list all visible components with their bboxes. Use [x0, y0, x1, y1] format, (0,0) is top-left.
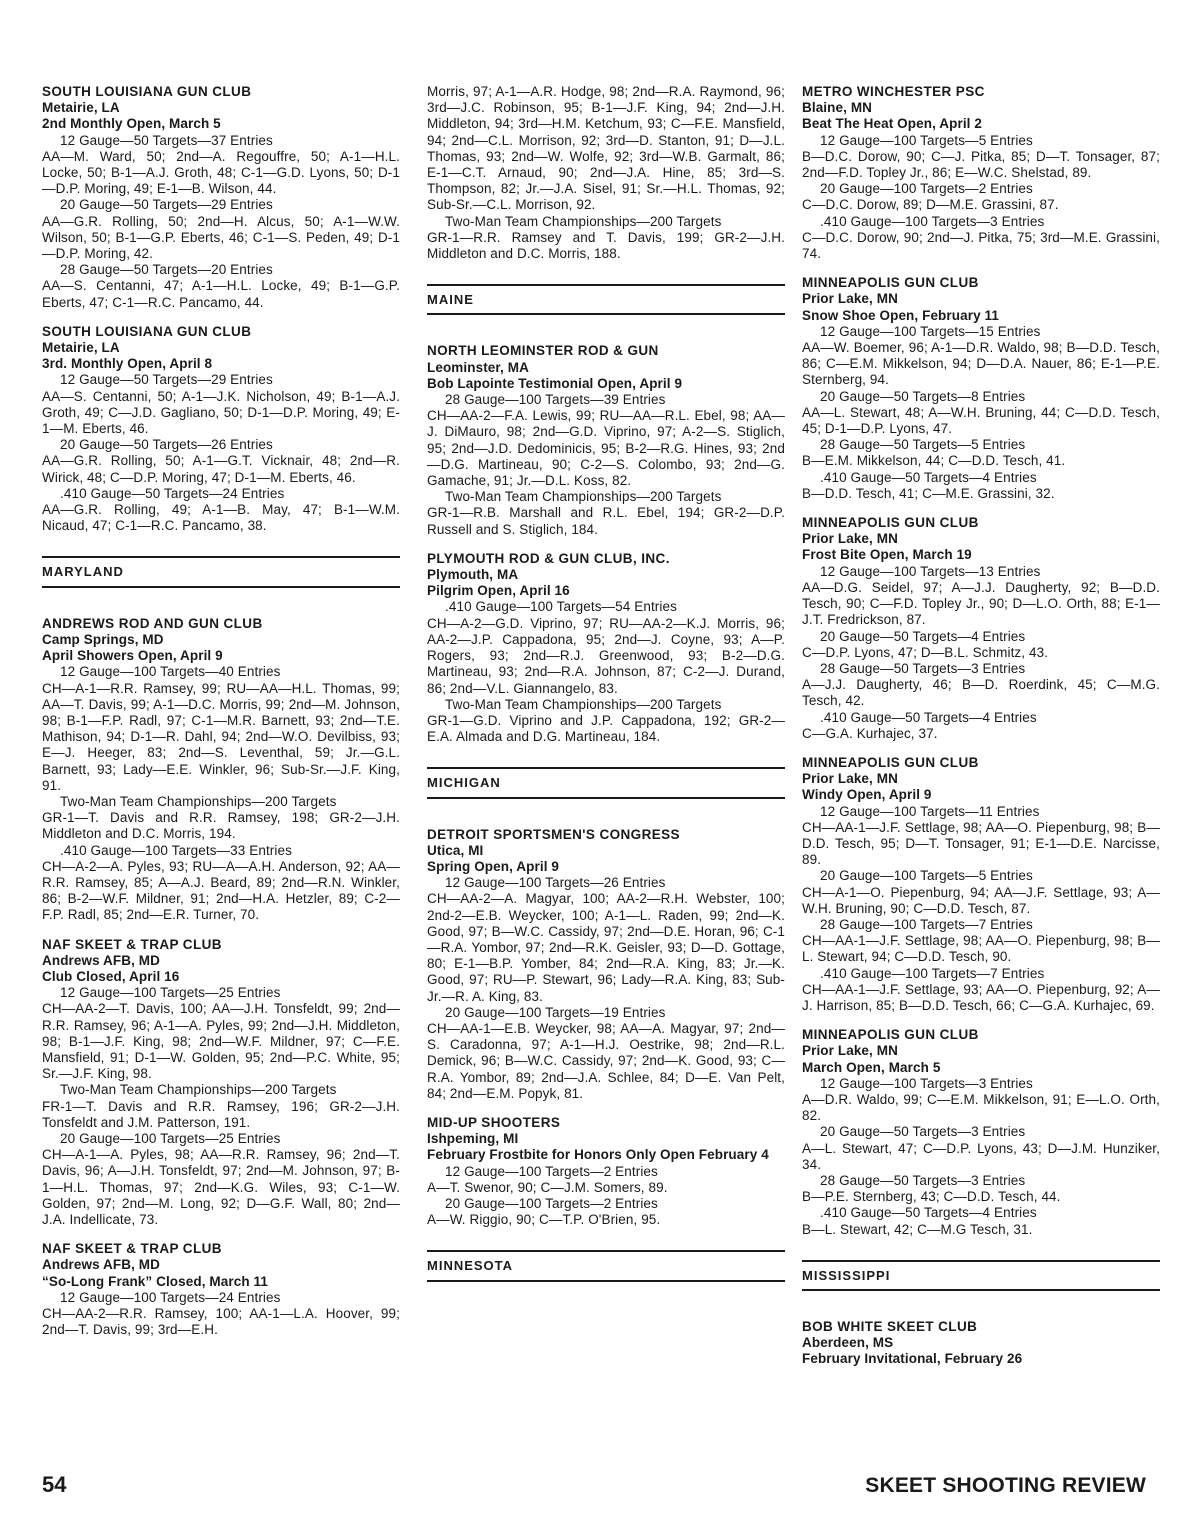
- event-title: 3rd. Monthly Open, April 8: [42, 356, 213, 372]
- results-text: C—D.C. Dorow, 90; 2nd—J. Pitka, 75; 3rd—M.E. Grassini, 74.: [802, 229, 1160, 262]
- results-text: CH—AA-1—E.B. Weycker, 98; AA—A. Magyar, 97; 2nd—S. Caradonna, 97; A-1—H.J. Oestrike, 98; 2nd—R.L. Demick, 96; B—W.C. Cassidy, 97; 2nd—K. Good, 93; C—R.A. Yombor, 89; 2nd—J.A. Schlee, 84; D—E. Van Pelt, 84; 2nd—E.M. Popyk, 81.: [427, 1020, 785, 1101]
- club-location: Blaine, MN: [802, 100, 873, 116]
- event-division: 12 Gauge—100 Targets—25 Entries: [60, 985, 281, 1001]
- results-text: A—L. Stewart, 47; C—D.P. Lyons, 43; D—J.M. Hunziker, 34.: [802, 1140, 1160, 1172]
- results-text: GR-1—T. Davis and R.R. Ramsey, 198; GR-2—J.H. Middleton and D.C. Morris, 194.: [42, 810, 400, 842]
- club-results: [802, 275, 1160, 502]
- event-title: “So-Long Frank” Closed, March 11: [42, 1273, 268, 1289]
- event-division: 20 Gauge—50 Targets—3 Entries: [820, 1124, 1026, 1140]
- event-division: 12 Gauge—100 Targets—24 Entries: [60, 1289, 281, 1305]
- results-text: B—D.C. Dorow, 90; C—J. Pitka, 85; D—T. Tonsager, 87; 2nd—F.D. Topley Jr., 86; E—W.C. Shelstad, 89.: [802, 148, 1160, 181]
- event-title: Snow Shoe Open, February 11: [802, 307, 999, 323]
- club-location: Andrews AFB, MD: [42, 1257, 161, 1273]
- event-division: 12 Gauge—100 Targets—13 Entries: [820, 563, 1041, 579]
- club-title: MID-UP SHOOTERS: [427, 1114, 561, 1130]
- results-text: A—T. Swenor, 90; C—J.M. Somers, 89.: [427, 1179, 668, 1195]
- event-division: 20 Gauge—50 Targets—26 Entries: [60, 437, 273, 453]
- results-text: B—L. Stewart, 42; C—M.G Tesch, 31.: [802, 1221, 1033, 1237]
- event-division: Two-Man Team Championships—200 Targets: [445, 213, 722, 229]
- event-title: Club Closed, April 16: [42, 968, 180, 984]
- column-2: [427, 84, 785, 1310]
- club-location: Leominster, MA: [427, 359, 529, 375]
- club-title: DETROIT SPORTSMEN'S CONGRESS: [427, 826, 680, 842]
- results-text: CH—AA-1—J.F. Settlage, 93; AA—O. Piepenburg, 92; A—J. Harrison, 85; B—D.D. Tesch, 66; C—G.A. Kurhajec, 69.: [802, 981, 1160, 1013]
- event-division: 12 Gauge—100 Targets—15 Entries: [820, 323, 1041, 339]
- state-header: MAINE: [427, 284, 785, 315]
- results-text: A—J.J. Daugherty, 46; B—D. Roerdink, 45; C—M.G. Tesch, 42.: [802, 677, 1160, 709]
- results-text: B—D.D. Tesch, 41; C—M.E. Grassini, 32.: [802, 485, 1055, 501]
- event-title: Frost Bite Open, March 19: [802, 547, 972, 563]
- club-title: MINNEAPOLIS GUN CLUB: [802, 515, 979, 531]
- club-title: MINNEAPOLIS GUN CLUB: [802, 754, 979, 770]
- results-text: AA—G.R. Rolling, 49; A-1—B. May, 47; B-1—W.M. Nicaud, 47; C-1—R.C. Pancamo, 38.: [42, 502, 400, 534]
- event-title: February Frostbite for Honors Only Open February 4: [427, 1147, 769, 1163]
- event-division: .410 Gauge—50 Targets—4 Entries: [820, 469, 1037, 485]
- results-text: A—D.R. Waldo, 99; C—E.M. Mikkelson, 91; E—L.O. Orth, 82.: [802, 1091, 1160, 1124]
- club-results: [42, 84, 400, 311]
- event-division: 28 Gauge—50 Targets—3 Entries: [820, 1173, 1026, 1188]
- event-division: 20 Gauge—100 Targets—25 Entries: [60, 1130, 281, 1146]
- club-results: [427, 827, 785, 1102]
- event-division: 12 Gauge—100 Targets—3 Entries: [820, 1075, 1033, 1091]
- results-text: CH—AA-1—J.F. Settlage, 98; AA—O. Piepenburg, 98; B—L. Stewart, 94; C—D.D. Tesch, 90.: [802, 933, 1160, 965]
- event-division: Two-Man Team Championships—200 Targets: [60, 1082, 337, 1098]
- results-text: GR-1—R.B. Marshall and R.L. Ebel, 194; GR-2—D.P. Russell and S. Stiglich, 184.: [427, 505, 785, 537]
- results-text: CH—AA-2—A. Magyar, 100; AA-2—R.H. Webster, 100; 2nd-2—E.B. Weycker, 100; A-1—L. Raden, 99; 2nd—K. Good, 97; B—W.C. Cassidy, 97; 2nd—D.E. Horan, 96; C-1—R.A. Yombor, 97; 2nd—R.K. Geisler, 93; D—D. Gottage, 80; E-1—B.P. Yomber, 84; 2nd—R.A. King, 83; Jr.—K. Good, 97; RU—P. Stewart, 96; Lady—R.A. King, 83; Sub-Jr.—R. A. King, 83.: [427, 891, 785, 1004]
- results-text: FR-1—T. Davis and R.R. Ramsey, 196; GR-2—J.H. Tonsfeldt and J.M. Patterson, 191.: [42, 1098, 400, 1130]
- results-text: CH—AA-2—T. Davis, 100; AA—J.H. Tonsfeldt, 99; 2nd—R.R. Ramsey, 96; A-1—A. Pyles, 99; 2nd—J.H. Middleton, 98; B-1—J.F. King, 98; 2nd—W.F. Mildner, 97; C—F.E. Mansfield, 91; D-1—W. Golden, 95; 2nd—P.C. White, 95; Sr.—J.F. King, 98.: [42, 1001, 400, 1082]
- event-division: Two-Man Team Championships—200 Targets: [445, 696, 722, 712]
- results-text: GR-1—G.D. Viprino and J.P. Cappadona, 192; GR-2—E.A. Almada and D.G. Martineau, 184.: [427, 712, 785, 745]
- event-division: .410 Gauge—100 Targets—3 Entries: [820, 213, 1045, 229]
- results-text: CH—A-1—O. Piepenburg, 94; AA—J.F. Settlage, 93; A—W.H. Bruning, 90; C—D.D. Tesch, 87.: [802, 884, 1160, 916]
- event-division: 20 Gauge—100 Targets—2 Entries: [445, 1195, 658, 1211]
- club-title: NAF SKEET & TRAP CLUB: [42, 936, 222, 952]
- club-title: PLYMOUTH ROD & GUN CLUB, INC.: [427, 550, 670, 566]
- results-text: CH—AA-2—F.A. Lewis, 99; RU—AA—R.L. Ebel, 98; AA—J. DiMauro, 98; 2nd—G.D. Viprino, 97; A-2—S. Stiglich, 95; 2nd—J.D. Dedominicis, 95; B-2—R.G. Hines, 93; 2nd—D.G. Martineau, 90; C-2—S. Colombo, 93; 2nd—G. Gamache, 91; Jr.—D.L. Koss, 82.: [427, 408, 785, 489]
- results-text: AA—M. Ward, 50; 2nd—A. Regouffre, 50; A-1—H.L. Locke, 50; B-1—A.J. Groth, 48; C-1—G.D. Lyons, 50; D-1—D.P. Moring, 49; E-1—B. Wilson, 44.: [42, 148, 400, 197]
- club-location: Camp Springs, MD: [42, 631, 164, 647]
- club-title: SOUTH LOUISIANA GUN CLUB: [42, 323, 252, 339]
- event-division: 20 Gauge—50 Targets—29 Entries: [60, 197, 273, 213]
- state-header: MINNESOTA: [427, 1250, 785, 1281]
- event-division: 28 Gauge—50 Targets—3 Entries: [820, 660, 1026, 676]
- event-division: 20 Gauge—100 Targets—2 Entries: [820, 181, 1033, 197]
- results-text: GR-1—R.R. Ramsey and T. Davis, 199; GR-2—J.H. Middleton and D.C. Morris, 188.: [427, 229, 785, 262]
- column-1: [42, 84, 400, 1351]
- event-division: 20 Gauge—100 Targets—19 Entries: [445, 1004, 666, 1020]
- results-text: CH—A-1—A. Pyles, 98; AA—R.R. Ramsey, 96; 2nd—T. Davis, 96; A—J.H. Tonsfeldt, 97; 2nd—M. Johnson, 97; B-1—H.L. Thomas, 97; 2nd—K.G. Wiles, 93; C-1—W. Golden, 97; 2nd—M. Long, 92; D—G.F. Wall, 80; 2nd—J.A. Indellicate, 73.: [42, 1147, 400, 1227]
- results-text: Morris, 97; A-1—A.R. Hodge, 98; 2nd—R.A. Raymond, 96; 3rd—J.C. Robinson, 95; B-1—J.F. King, 94; 2nd—J.H. Middleton, 94; 3rd—H.M. Ketchum, 93; C—F.E. Mansfield, 94; 2nd—C.L. Morrison, 92; 3rd—D. Stanton, 91; D—J.L. Thomas, 93; 2nd—W. Wolfe, 92; 3rd—W.B. Garmalt, 86; E-1—C.T. Arnaud, 90; 2nd—J.A. Hine, 85; 3rd—S. Thompson, 82; Jr.—J.A. Sisel, 91; Sr.—H.L. Thomas, 92; Sub-Sr.—C.L. Morrison, 92.: [427, 84, 785, 213]
- event-division: 12 Gauge—100 Targets—26 Entries: [445, 875, 666, 891]
- event-division: 20 Gauge—100 Targets—5 Entries: [820, 868, 1033, 884]
- club-results: [427, 343, 785, 537]
- results-text: AA—S. Centanni, 47; A-1—H.L. Locke, 49; B-1—G.P. Eberts, 47; C-1—R.C. Pancamo, 44.: [42, 278, 400, 310]
- state-header: MARYLAND: [42, 556, 400, 587]
- club-location: Prior Lake, MN: [802, 291, 898, 307]
- event-division: Two-Man Team Championships—200 Targets: [60, 793, 337, 809]
- club-location: Andrews AFB, MD: [42, 952, 161, 968]
- club-title: SOUTH LOUISIANA GUN CLUB: [42, 84, 252, 99]
- event-division: 28 Gauge—100 Targets—7 Entries: [820, 916, 1033, 932]
- club-results: [42, 324, 400, 535]
- event-division: 12 Gauge—50 Targets—29 Entries: [60, 372, 273, 388]
- event-division: .410 Gauge—50 Targets—4 Entries: [820, 1205, 1037, 1221]
- club-results: [42, 1241, 400, 1338]
- club-title: MINNEAPOLIS GUN CLUB: [802, 275, 979, 291]
- club-title: NAF SKEET & TRAP CLUB: [42, 1241, 222, 1257]
- results-text: CH—AA-1—J.F. Settlage, 98; AA—O. Piepenburg, 98; B—D.D. Tesch, 95; D—T. Tonsager, 91; E-1—D.E. Narcisse, 89.: [802, 819, 1160, 868]
- club-location: Metairie, LA: [42, 100, 120, 116]
- results-text: AA—G.R. Rolling, 50; A-1—G.T. Vicknair, 48; 2nd—R. Wirick, 48; C—D.P. Moring, 47; D-1—M. Eberts, 46.: [42, 453, 400, 485]
- results-text: C—D.P. Lyons, 47; D—B.L. Schmitz, 43.: [802, 644, 1049, 660]
- club-location: Prior Lake, MN: [802, 771, 898, 787]
- club-location: Prior Lake, MN: [802, 531, 898, 547]
- club-title: ANDREWS ROD AND GUN CLUB: [42, 615, 263, 631]
- state-header: MICHIGAN: [427, 767, 785, 798]
- event-division: .410 Gauge—100 Targets—7 Entries: [820, 965, 1045, 981]
- event-division: .410 Gauge—100 Targets—33 Entries: [60, 842, 292, 858]
- page-number: 54: [42, 1472, 67, 1497]
- club-title: BOB WHITE SKEET CLUB: [802, 1319, 978, 1335]
- club-results: [42, 616, 400, 924]
- club-title: NORTH LEOMINSTER ROD & GUN: [427, 343, 659, 359]
- results-text: AA—S. Centanni, 50; A-1—J.K. Nicholson, 49; B-1—A.J. Groth, 49; C—J.D. Gagliano, 50; D-1—D.P. Moring, 49; E-1—M. Eberts, 46.: [42, 388, 400, 437]
- results-continued: [427, 84, 785, 262]
- event-title: Beat The Heat Open, April 2: [802, 116, 982, 132]
- event-division: 28 Gauge—100 Targets—39 Entries: [445, 392, 666, 408]
- club-location: Aberdeen, MS: [802, 1335, 894, 1351]
- club-location: Plymouth, MA: [427, 567, 519, 583]
- event-division: .410 Gauge—100 Targets—54 Entries: [445, 599, 677, 615]
- club-results: [427, 1115, 785, 1228]
- results-text: AA—D.G. Seidel, 97; A—J.J. Daugherty, 92; B—D.D. Tesch, 90; C—F.D. Topley Jr., 90; D—L.O. Orth, 88; E-1—J.T. Fredrickson, 87.: [802, 579, 1160, 628]
- event-division: 28 Gauge—50 Targets—5 Entries: [820, 437, 1026, 453]
- results-text: C—D.C. Dorow, 89; D—M.E. Grassini, 87.: [802, 197, 1059, 213]
- results-text: A—W. Riggio, 90; C—T.P. O'Brien, 95.: [427, 1212, 661, 1228]
- event-division: 12 Gauge—100 Targets—40 Entries: [60, 664, 281, 680]
- club-location: Metairie, LA: [42, 340, 120, 356]
- event-title: 2nd Monthly Open, March 5: [42, 116, 221, 132]
- club-results: [802, 755, 1160, 1014]
- club-results: [802, 515, 1160, 742]
- club-results: [802, 84, 1160, 262]
- results-text: AA—W. Boemer, 96; A-1—D.R. Waldo, 98; B—D.D. Tesch, 86; C—E.M. Mikkelson, 94; D—D.A. Nauer, 86; E-1—P.E. Sternberg, 94.: [802, 340, 1160, 388]
- event-division: 12 Gauge—100 Targets—11 Entries: [820, 803, 1040, 819]
- results-text: C—G.A. Kurhajec, 37.: [802, 725, 938, 741]
- club-results: [427, 551, 785, 745]
- results-text: CH—A-2—G.D. Viprino, 97; RU—AA-2—K.J. Morris, 96; AA-2—J.P. Cappadona, 95; 2nd—J. Coyne, 93; A—P. Rogers, 93; 2nd—R.J. Greenwood, 93; B-2—D.G. Martineau, 93; 2nd—R.A. Johnson, 87; C-2—J. Durand, 86; 2nd—V.L. Giannangelo, 83.: [427, 615, 785, 696]
- event-title: Pilgrim Open, April 16: [427, 583, 570, 599]
- results-text: B—E.M. Mikkelson, 44; C—D.D. Tesch, 41.: [802, 453, 1066, 469]
- club-location: Ishpeming, MI: [427, 1131, 519, 1147]
- club-location: Prior Lake, MN: [802, 1043, 898, 1059]
- publication-title: SKEET SHOOTING REVIEW: [865, 1474, 1146, 1497]
- event-division: 12 Gauge—100 Targets—5 Entries: [820, 132, 1033, 148]
- event-division: .410 Gauge—50 Targets—24 Entries: [60, 485, 285, 501]
- results-text: CH—AA-2—R.R. Ramsey, 100; AA-1—L.A. Hoover, 99; 2nd—T. Davis, 99; 3rd—E.H.: [42, 1306, 400, 1338]
- event-title: Bob Lapointe Testimonial Open, April 9: [427, 375, 683, 391]
- event-title: Spring Open, April 9: [427, 858, 560, 874]
- club-title: METRO WINCHESTER PSC: [802, 84, 985, 99]
- club-title: MINNEAPOLIS GUN CLUB: [802, 1027, 979, 1043]
- event-title: March Open, March 5: [802, 1059, 941, 1075]
- results-text: AA—L. Stewart, 48; A—W.H. Bruning, 44; C—D.D. Tesch, 45; D-1—D.P. Lyons, 47.: [802, 404, 1160, 437]
- club-location: Utica, MI: [427, 842, 484, 858]
- event-title: April Showers Open, April 9: [42, 648, 223, 664]
- club-results: [802, 1027, 1160, 1238]
- event-division: 20 Gauge—50 Targets—8 Entries: [820, 388, 1026, 404]
- results-text: CH—A-2—A. Pyles, 93; RU—A—A.H. Anderson, 92; AA—R.R. Ramsey, 85; A—A.J. Beard, 89; 2nd—R.N. Winkler, 86; B-2—W.F. Mildner, 91; 2nd—H.A. Hetzler, 89; C-2—F.P. Radl, 85; 2nd—E.R. Turner, 70.: [42, 858, 400, 923]
- event-division: 12 Gauge—100 Targets—2 Entries: [445, 1163, 658, 1179]
- event-division: Two-Man Team Championships—200 Targets: [445, 489, 722, 505]
- column-3: [802, 84, 1160, 1381]
- event-division: 20 Gauge—50 Targets—4 Entries: [820, 628, 1026, 644]
- event-division: 12 Gauge—50 Targets—37 Entries: [60, 132, 273, 148]
- event-title: February Invitational, February 26: [802, 1351, 1023, 1367]
- results-text: B—P.E. Sternberg, 43; C—D.D. Tesch, 44.: [802, 1189, 1061, 1205]
- state-header: MISSISSIPPI: [802, 1260, 1160, 1291]
- results-text: AA—G.R. Rolling, 50; 2nd—H. Alcus, 50; A-1—W.W. Wilson, 50; B-1—G.P. Eberts, 46; C-1—S. Peden, 49; D-1—D.P. Moring, 42.: [42, 213, 400, 262]
- club-results: [802, 1319, 1160, 1368]
- event-division: .410 Gauge—50 Targets—4 Entries: [820, 709, 1037, 725]
- event-division: 28 Gauge—50 Targets—20 Entries: [60, 262, 273, 278]
- event-title: Windy Open, April 9: [802, 787, 932, 803]
- results-text: CH—A-1—R.R. Ramsey, 99; RU—AA—H.L. Thomas, 99; AA—T. Davis, 99; A-1—D.C. Morris, 99; 2nd—M. Johnson, 98; B-1—F.P. Radl, 97; C-1—M.R. Barnett, 93; 2nd—T.E. Mathison, 94; D-1—R. Dahl, 94; 2nd—W.O. Devilbiss, 93; E—J. Heeger, 83; 2nd—S. Leventhal, 59; Jr.—G.L. Barnett, 93; Lady—E.E. Winkler, 96; Sub-Sr.—J.F. King, 91.: [42, 680, 400, 793]
- club-results: [42, 937, 400, 1229]
